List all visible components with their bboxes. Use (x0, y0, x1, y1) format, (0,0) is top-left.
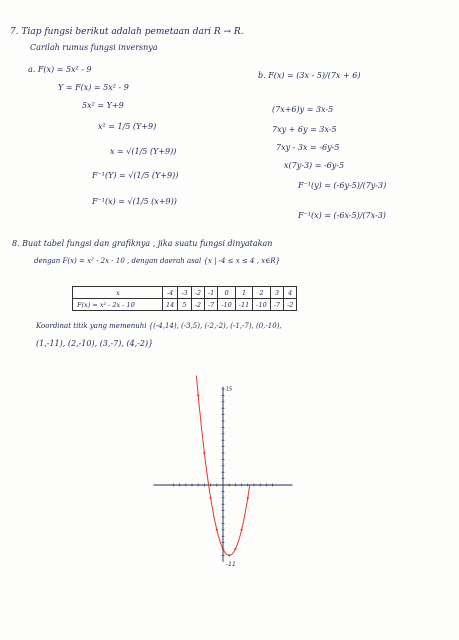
q7a-line: x = √(1/5 (Y+9)) (110, 147, 177, 156)
q8-question-line: dengan F(x) = x² - 2x - 10 , dengan daerah asal {x | -4 ≤ x ≤ 4 , x∈R} (34, 257, 281, 265)
table-cell: -7 (270, 299, 283, 311)
table-cell: 0 (218, 287, 235, 299)
q7b-line: 7xy + 6y = 3x-5 (272, 125, 337, 134)
coordinates-line: Koordinat titik yang memenuhi {(-4,14), (-3,5), (-2,-2), (-1,-7), (0,-10), (36, 322, 282, 330)
table-cell: -11 (235, 299, 252, 311)
table-cell: 4 (284, 287, 297, 299)
table-header-fx: F(x) = x² - 2x - 10 (73, 299, 163, 311)
table-cell: 2 (253, 287, 270, 299)
q7a-line: F⁻¹(x) = √(1/5 (x+9)) (92, 197, 177, 206)
y-axis-bottom-label: -11 (226, 560, 236, 568)
q7a-line: x² = 1/5 (Y+9) (98, 122, 157, 131)
table-cell: -2 (284, 299, 297, 311)
q7b-line: (7x+6)y = 3x-5 (272, 105, 334, 114)
table-cell: -2 (191, 299, 204, 311)
q7a-line: 5x² = Y+9 (82, 101, 124, 110)
q7b-line: F⁻¹(y) = (-6y-5)/(7y-3) (298, 181, 387, 190)
q7a-line: F⁻¹(Y) = √(1/5 (Y+9)) (92, 171, 179, 180)
table-cell: -3 (178, 287, 191, 299)
table-cell: -1 (204, 287, 217, 299)
table-cell: 1 (235, 287, 252, 299)
q7b-line: x(7y-3) = -6y-5 (284, 161, 345, 170)
y-axis-top-label: 15 (226, 386, 233, 393)
q7a-line: Y = F(x) = 5x² - 9 (58, 83, 129, 92)
table-cell: -4 (163, 287, 178, 299)
table-cell: -2 (191, 287, 204, 299)
table-cell: 5 (178, 299, 191, 311)
q7-title: 7. Tiap fungsi berikut adalah pemetaan dari R → R. (10, 27, 244, 37)
table-cell: -7 (204, 299, 217, 311)
q7b-line: 7xy - 3x = -6y-5 (276, 143, 340, 152)
q8-question-line: 8. Buat tabel fungsi dan grafiknya , jika suatu fungsi dinyatakan (12, 239, 273, 248)
q7a-line: a. F(x) = 5x² - 9 (28, 65, 92, 74)
q7b-line: F⁻¹(x) = (-6x-5)/(7x-3) (298, 211, 386, 220)
table-cell: 3 (270, 287, 283, 299)
q7b-line: b. F(x) = (3x - 5)/(7x + 6) (258, 71, 361, 80)
table-cell: -10 (253, 299, 270, 311)
coordinates-line: (1,-11), (2,-10), (3,-7), (4,-2)} (36, 339, 154, 348)
q7-subtitle: Carilah rumus fungsi inversnya (30, 43, 158, 52)
table-cell: -10 (218, 299, 235, 311)
graph-axes (153, 387, 292, 562)
table-header-x: x (73, 287, 163, 299)
table-cell: 14 (163, 299, 178, 311)
